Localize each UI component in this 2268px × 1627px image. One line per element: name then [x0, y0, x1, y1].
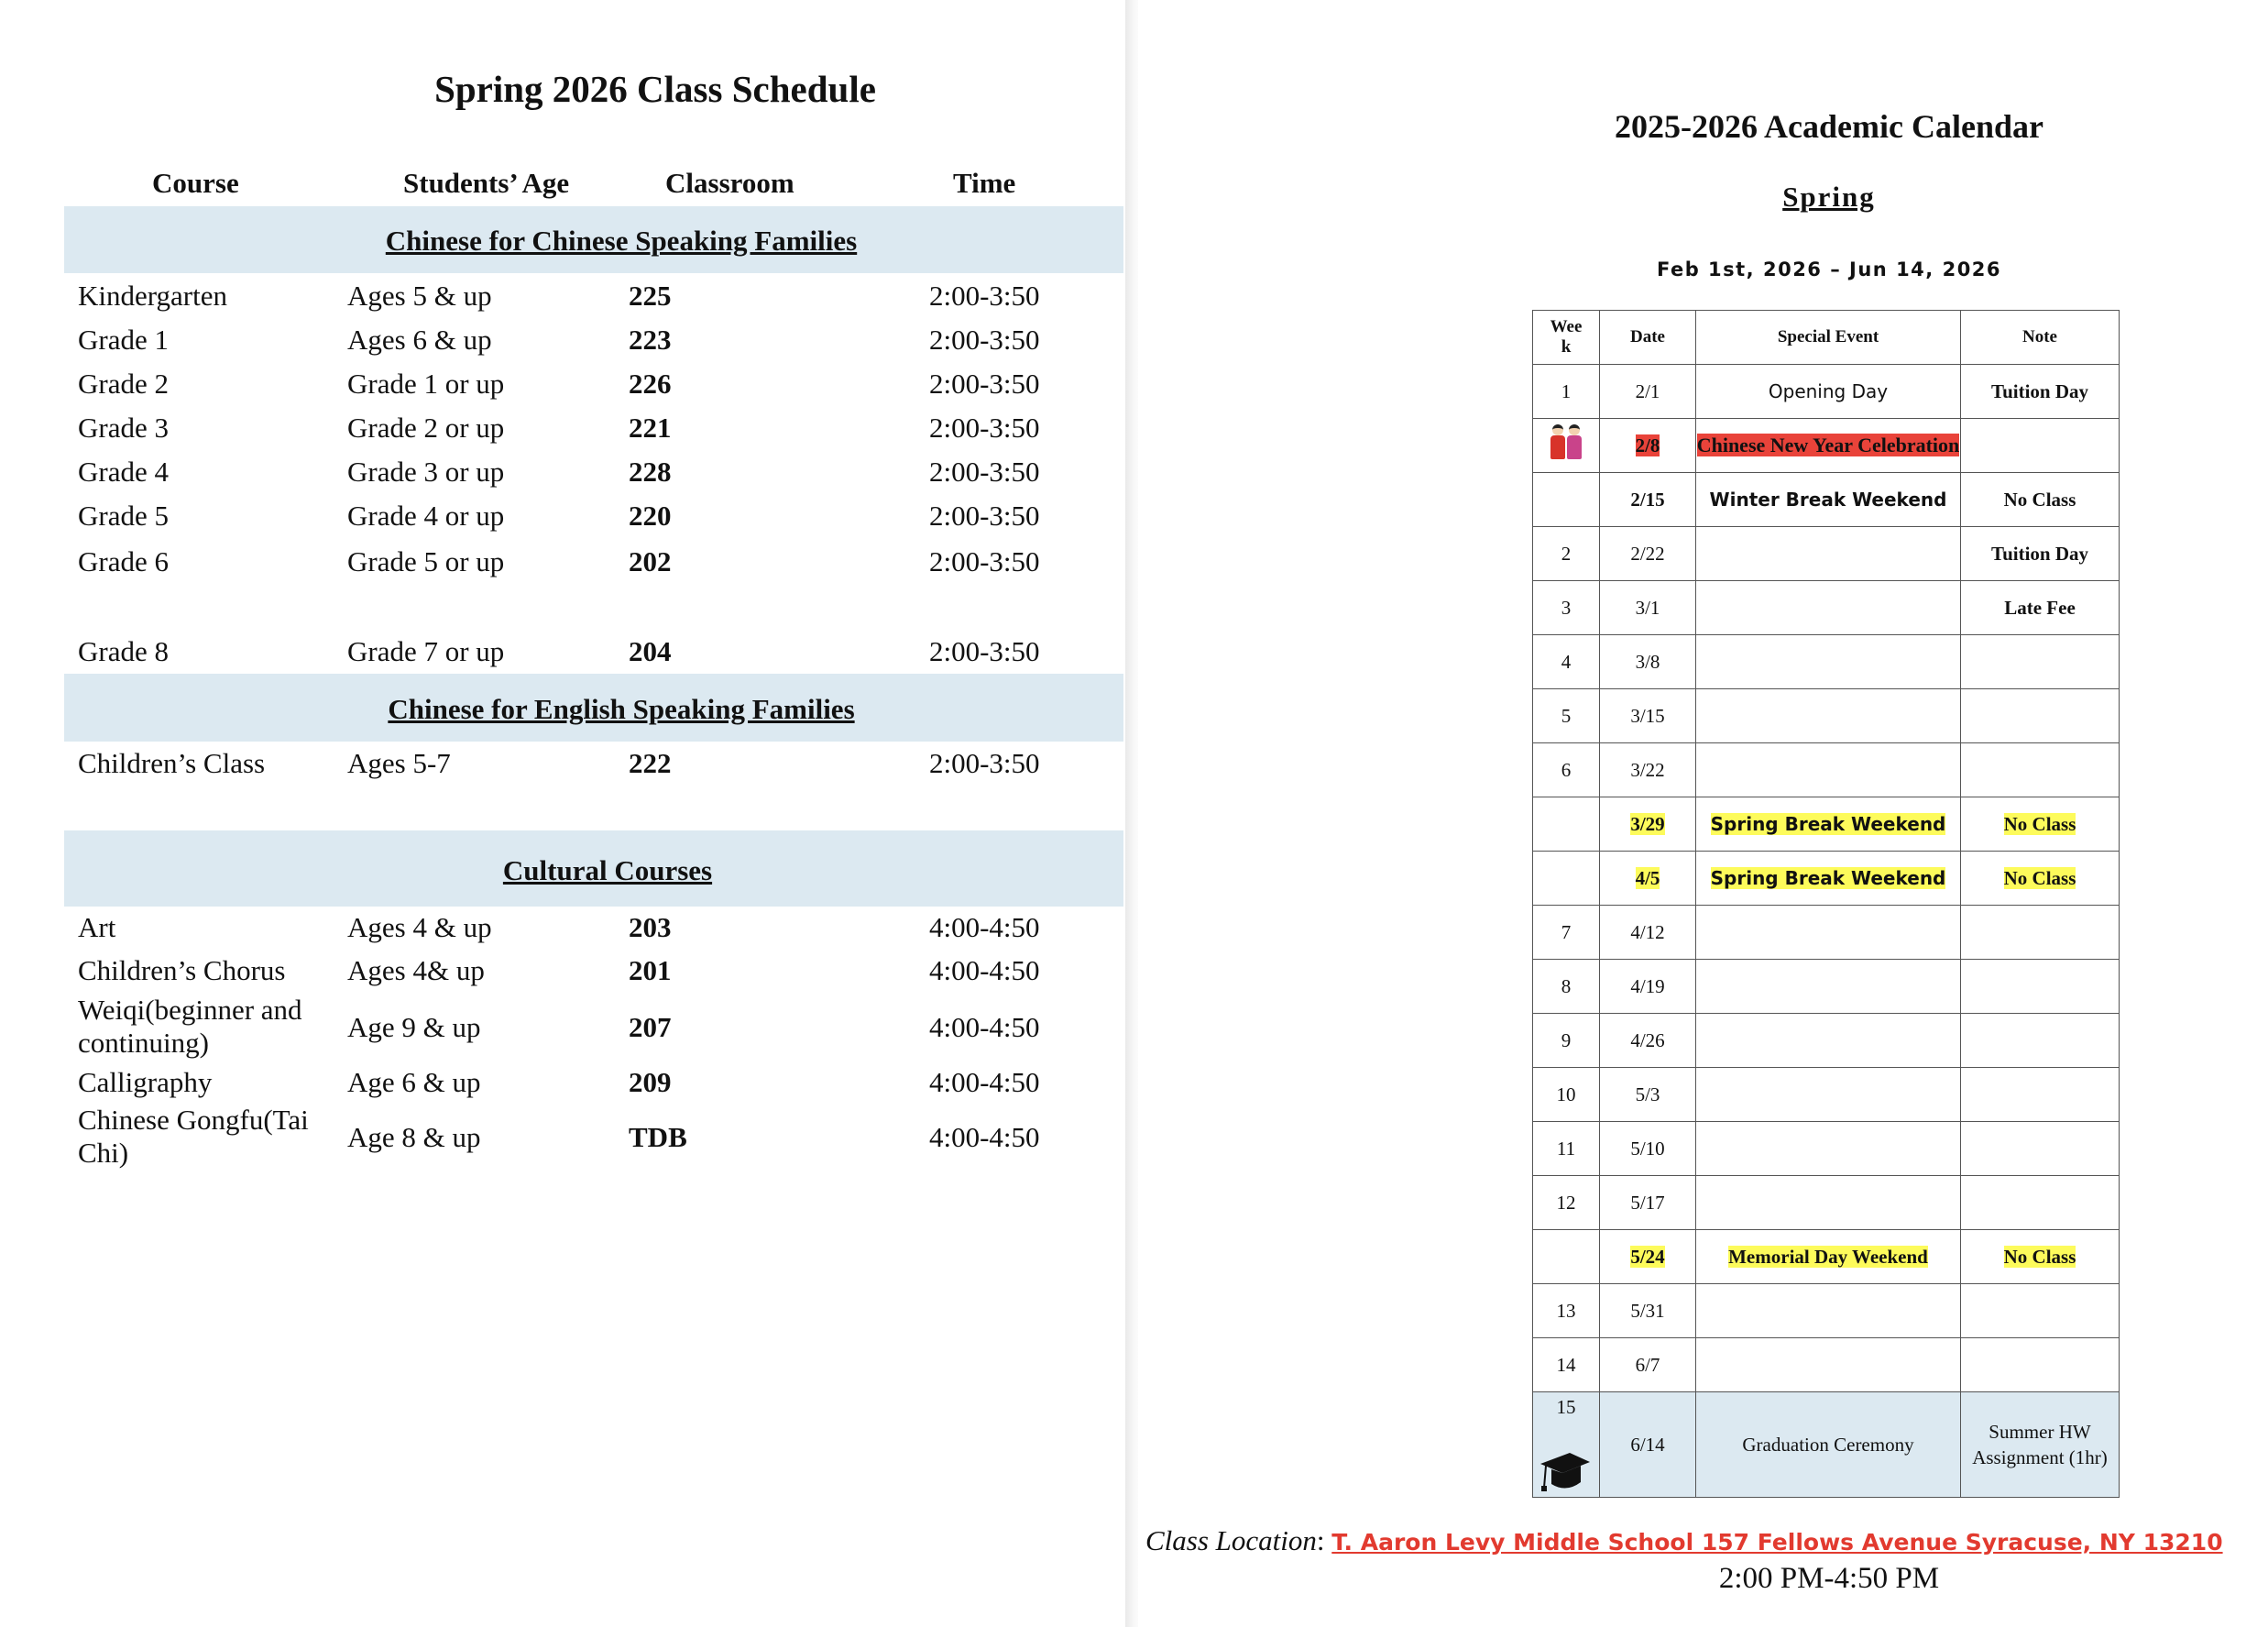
calendar-row	[1533, 1338, 2120, 1392]
course-name: Grade 4	[78, 456, 169, 488]
header-date: Date	[1600, 311, 1696, 365]
date: 5/31	[1600, 1284, 1696, 1338]
class-schedule-page	[0, 0, 1125, 1627]
col-header-age: Students’ Age	[403, 167, 570, 199]
note	[1961, 960, 2120, 1014]
student-age: Grade 7 or up	[347, 635, 505, 667]
student-age: Age 9 & up	[347, 1011, 481, 1043]
section-band-english-speaking	[64, 674, 1123, 742]
special-event	[1696, 1284, 1961, 1338]
note	[1961, 1284, 2120, 1338]
note: Summer HW Assignment (1hr)	[1961, 1392, 2120, 1498]
calendar-row	[1533, 1176, 2120, 1230]
date: 5/10	[1600, 1122, 1696, 1176]
col-header-time: Time	[953, 167, 1016, 199]
class-time: 4:00-4:50	[929, 1066, 1040, 1098]
class-hours: 2:00 PM-4:50 PM	[1718, 1562, 1940, 1595]
note	[1961, 1122, 2120, 1176]
week-number: 15	[1556, 1396, 1576, 1418]
date: 2/8	[1600, 419, 1696, 473]
week-number: 10	[1533, 1068, 1600, 1122]
class-time: 4:00-4:50	[929, 911, 1040, 943]
week-number	[1533, 1230, 1600, 1284]
table-row	[0, 907, 1125, 949]
date: 5/3	[1600, 1068, 1696, 1122]
class-time: 4:00-4:50	[929, 954, 1040, 986]
special-event: Opening Day	[1696, 365, 1961, 419]
calendar-row	[1533, 1284, 2120, 1338]
special-event	[1696, 1068, 1961, 1122]
week-number: 13	[1533, 1284, 1600, 1338]
note	[1961, 635, 2120, 689]
calendar-row	[1533, 635, 2120, 689]
table-row	[0, 275, 1125, 317]
academic-calendar-page	[1138, 0, 2268, 1627]
term-date-range: Feb 1st, 2026 – Jun 14, 2026	[1656, 258, 2002, 280]
student-age: Ages 4 & up	[347, 911, 492, 943]
note	[1961, 1068, 2120, 1122]
classroom: 225	[629, 280, 672, 312]
course-name: Chinese Gongfu(Tai Chi)	[78, 1104, 309, 1169]
special-event: Winter Break Weekend	[1696, 473, 1961, 527]
calendar-row	[1533, 1014, 2120, 1068]
header-note: Note	[1961, 311, 2120, 365]
classroom: 222	[629, 747, 672, 779]
student-age: Ages 4& up	[347, 954, 485, 986]
note: No Class	[1961, 797, 2120, 852]
table-row	[0, 407, 1125, 449]
week-number: 8	[1533, 960, 1600, 1014]
class-location: Class Location: T. Aaron Levy Middle School 157 Fellows Avenue Syracuse, NY 13210	[1145, 1524, 2223, 1556]
course-name: Weiqi(beginner and continuing)	[78, 994, 302, 1059]
col-header-classroom: Classroom	[665, 167, 794, 199]
week-number: 7	[1533, 906, 1600, 960]
classroom: 204	[629, 635, 672, 667]
class-time: 2:00-3:50	[929, 747, 1040, 779]
page-divider	[1125, 0, 1138, 1627]
calendar-row	[1533, 365, 2120, 419]
classroom: 226	[629, 368, 672, 400]
header-week: Wee k	[1533, 311, 1600, 365]
week-number: 4	[1533, 635, 1600, 689]
special-event: Chinese New Year Celebration	[1696, 419, 1961, 473]
class-time: 2:00-3:50	[929, 635, 1040, 667]
classroom: 221	[629, 412, 672, 444]
week-number	[1533, 797, 1600, 852]
classroom: 220	[629, 500, 672, 532]
section-heading: Cultural Courses	[502, 854, 713, 886]
course-name: Calligraphy	[78, 1066, 213, 1098]
class-time: 4:00-4:50	[929, 1011, 1040, 1043]
course-name: Grade 8	[78, 635, 169, 667]
table-row	[0, 631, 1125, 673]
class-time: 4:00-4:50	[929, 1121, 1040, 1153]
calendar-row	[1533, 527, 2120, 581]
student-age: Age 8 & up	[347, 1121, 481, 1153]
note: No Class	[1961, 473, 2120, 527]
week-cell	[1533, 1392, 1600, 1498]
special-event	[1696, 1176, 1961, 1230]
course-name: Art	[78, 911, 116, 943]
location-address: T. Aaron Levy Middle School 157 Fellows Avenue Syracuse, NY 13210	[1331, 1529, 2223, 1556]
note	[1961, 1176, 2120, 1230]
note: Tuition Day	[1961, 527, 2120, 581]
week-number: 11	[1533, 1122, 1600, 1176]
classroom: TDB	[629, 1121, 687, 1153]
calendar-row	[1533, 852, 2120, 906]
calendar-row	[1533, 1068, 2120, 1122]
calendar-row	[1533, 1230, 2120, 1284]
classroom: 202	[629, 545, 672, 577]
date: 4/26	[1600, 1014, 1696, 1068]
note: No Class	[1961, 1230, 2120, 1284]
calendar-row	[1533, 581, 2120, 635]
table-row	[0, 319, 1125, 361]
table-row	[0, 541, 1125, 583]
calendar-row	[1533, 960, 2120, 1014]
class-time: 2:00-3:50	[929, 368, 1040, 400]
classroom: 228	[629, 456, 672, 488]
course-name: Grade 5	[78, 500, 169, 532]
calendar-header-row	[1533, 311, 2120, 365]
date: 4/19	[1600, 960, 1696, 1014]
term-name: Spring	[1782, 181, 1876, 213]
date: 5/17	[1600, 1176, 1696, 1230]
week-number: 6	[1533, 743, 1600, 797]
course-name: Grade 1	[78, 324, 169, 356]
student-age: Grade 2 or up	[347, 412, 505, 444]
course-name: Grade 3	[78, 412, 169, 444]
calendar-row	[1533, 419, 2120, 473]
student-age: Grade 4 or up	[347, 500, 505, 532]
date: 4/12	[1600, 906, 1696, 960]
section-heading: Chinese for English Speaking Families	[388, 693, 855, 725]
special-event	[1696, 1014, 1961, 1068]
date: 2/15	[1600, 473, 1696, 527]
student-age: Ages 5-7	[347, 747, 451, 779]
week-number: 14	[1533, 1338, 1600, 1392]
special-event: Graduation Ceremony	[1696, 1392, 1961, 1498]
week-number: 9	[1533, 1014, 1600, 1068]
student-age: Ages 5 & up	[347, 280, 492, 312]
section-band-chinese-speaking	[64, 206, 1123, 273]
student-age: Grade 5 or up	[347, 545, 505, 577]
calendar-row	[1533, 797, 2120, 852]
calendar-title: 2025-2026 Academic Calendar	[1615, 108, 2043, 145]
class-time: 2:00-3:50	[929, 545, 1040, 577]
note	[1961, 1014, 2120, 1068]
week-number	[1533, 473, 1600, 527]
special-event	[1696, 1338, 1961, 1392]
course-name: Children’s Class	[78, 747, 266, 779]
graduation-cap-icon	[1539, 1447, 1592, 1493]
week-number: 1	[1533, 365, 1600, 419]
special-event	[1696, 1122, 1961, 1176]
week-number: 3	[1533, 581, 1600, 635]
table-row	[0, 1102, 1125, 1175]
col-header-course: Course	[152, 167, 239, 199]
table-row	[0, 451, 1125, 493]
date: 3/8	[1600, 635, 1696, 689]
week-number	[1533, 852, 1600, 906]
date: 2/22	[1600, 527, 1696, 581]
course-name: Grade 6	[78, 545, 169, 577]
note	[1961, 906, 2120, 960]
special-event	[1696, 635, 1961, 689]
date: 2/1	[1600, 365, 1696, 419]
classroom: 223	[629, 324, 672, 356]
date: 3/15	[1600, 689, 1696, 743]
location-label: Class Location	[1145, 1524, 1317, 1556]
calendar-row	[1533, 689, 2120, 743]
calendar-row	[1533, 1122, 2120, 1176]
note	[1961, 743, 2120, 797]
classroom: 207	[629, 1011, 672, 1043]
student-age: Ages 6 & up	[347, 324, 492, 356]
student-age: Grade 1 or up	[347, 368, 505, 400]
special-event	[1696, 689, 1961, 743]
week-number: 12	[1533, 1176, 1600, 1230]
special-event	[1696, 743, 1961, 797]
special-event: Memorial Day Weekend	[1696, 1230, 1961, 1284]
table-row	[0, 1061, 1125, 1104]
classroom: 209	[629, 1066, 672, 1098]
week-number: 5	[1533, 689, 1600, 743]
week-cell	[1533, 419, 1600, 473]
note	[1961, 689, 2120, 743]
date: 3/1	[1600, 581, 1696, 635]
note: Late Fee	[1961, 581, 2120, 635]
table-row	[0, 363, 1125, 405]
calendar-row	[1533, 473, 2120, 527]
chinese-dolls-icon	[1550, 424, 1582, 461]
date: 5/24	[1600, 1230, 1696, 1284]
calendar-row-graduation	[1533, 1392, 2120, 1498]
special-event	[1696, 906, 1961, 960]
table-row	[0, 742, 1125, 785]
note	[1961, 419, 2120, 473]
course-name: Children’s Chorus	[78, 954, 286, 986]
special-event: Spring Break Weekend	[1696, 797, 1961, 852]
note: No Class	[1961, 852, 2120, 906]
calendar-table	[1532, 310, 2120, 1498]
note	[1961, 1338, 2120, 1392]
note: Tuition Day	[1961, 365, 2120, 419]
date: 3/29	[1600, 797, 1696, 852]
class-time: 2:00-3:50	[929, 412, 1040, 444]
special-event: Spring Break Weekend	[1696, 852, 1961, 906]
classroom: 201	[629, 954, 672, 986]
class-time: 2:00-3:50	[929, 500, 1040, 532]
table-row	[0, 992, 1125, 1065]
table-row	[0, 950, 1125, 992]
student-age: Grade 3 or up	[347, 456, 505, 488]
class-time: 2:00-3:50	[929, 280, 1040, 312]
course-name: Grade 2	[78, 368, 169, 400]
section-heading: Chinese for Chinese Speaking Families	[385, 225, 858, 257]
special-event	[1696, 527, 1961, 581]
table-row	[0, 495, 1125, 537]
schedule-title: Spring 2026 Class Schedule	[434, 68, 876, 110]
classroom: 203	[629, 911, 672, 943]
calendar-row	[1533, 743, 2120, 797]
student-age: Age 6 & up	[347, 1066, 481, 1098]
section-band-cultural-courses	[64, 830, 1123, 907]
class-time: 2:00-3:50	[929, 324, 1040, 356]
date: 6/14	[1600, 1392, 1696, 1498]
special-event	[1696, 960, 1961, 1014]
week-number: 2	[1533, 527, 1600, 581]
header-special-event: Special Event	[1696, 311, 1961, 365]
date: 3/22	[1600, 743, 1696, 797]
class-time: 2:00-3:50	[929, 456, 1040, 488]
date: 6/7	[1600, 1338, 1696, 1392]
special-event	[1696, 581, 1961, 635]
date: 4/5	[1600, 852, 1696, 906]
calendar-row	[1533, 906, 2120, 960]
course-name: Kindergarten	[78, 280, 227, 312]
